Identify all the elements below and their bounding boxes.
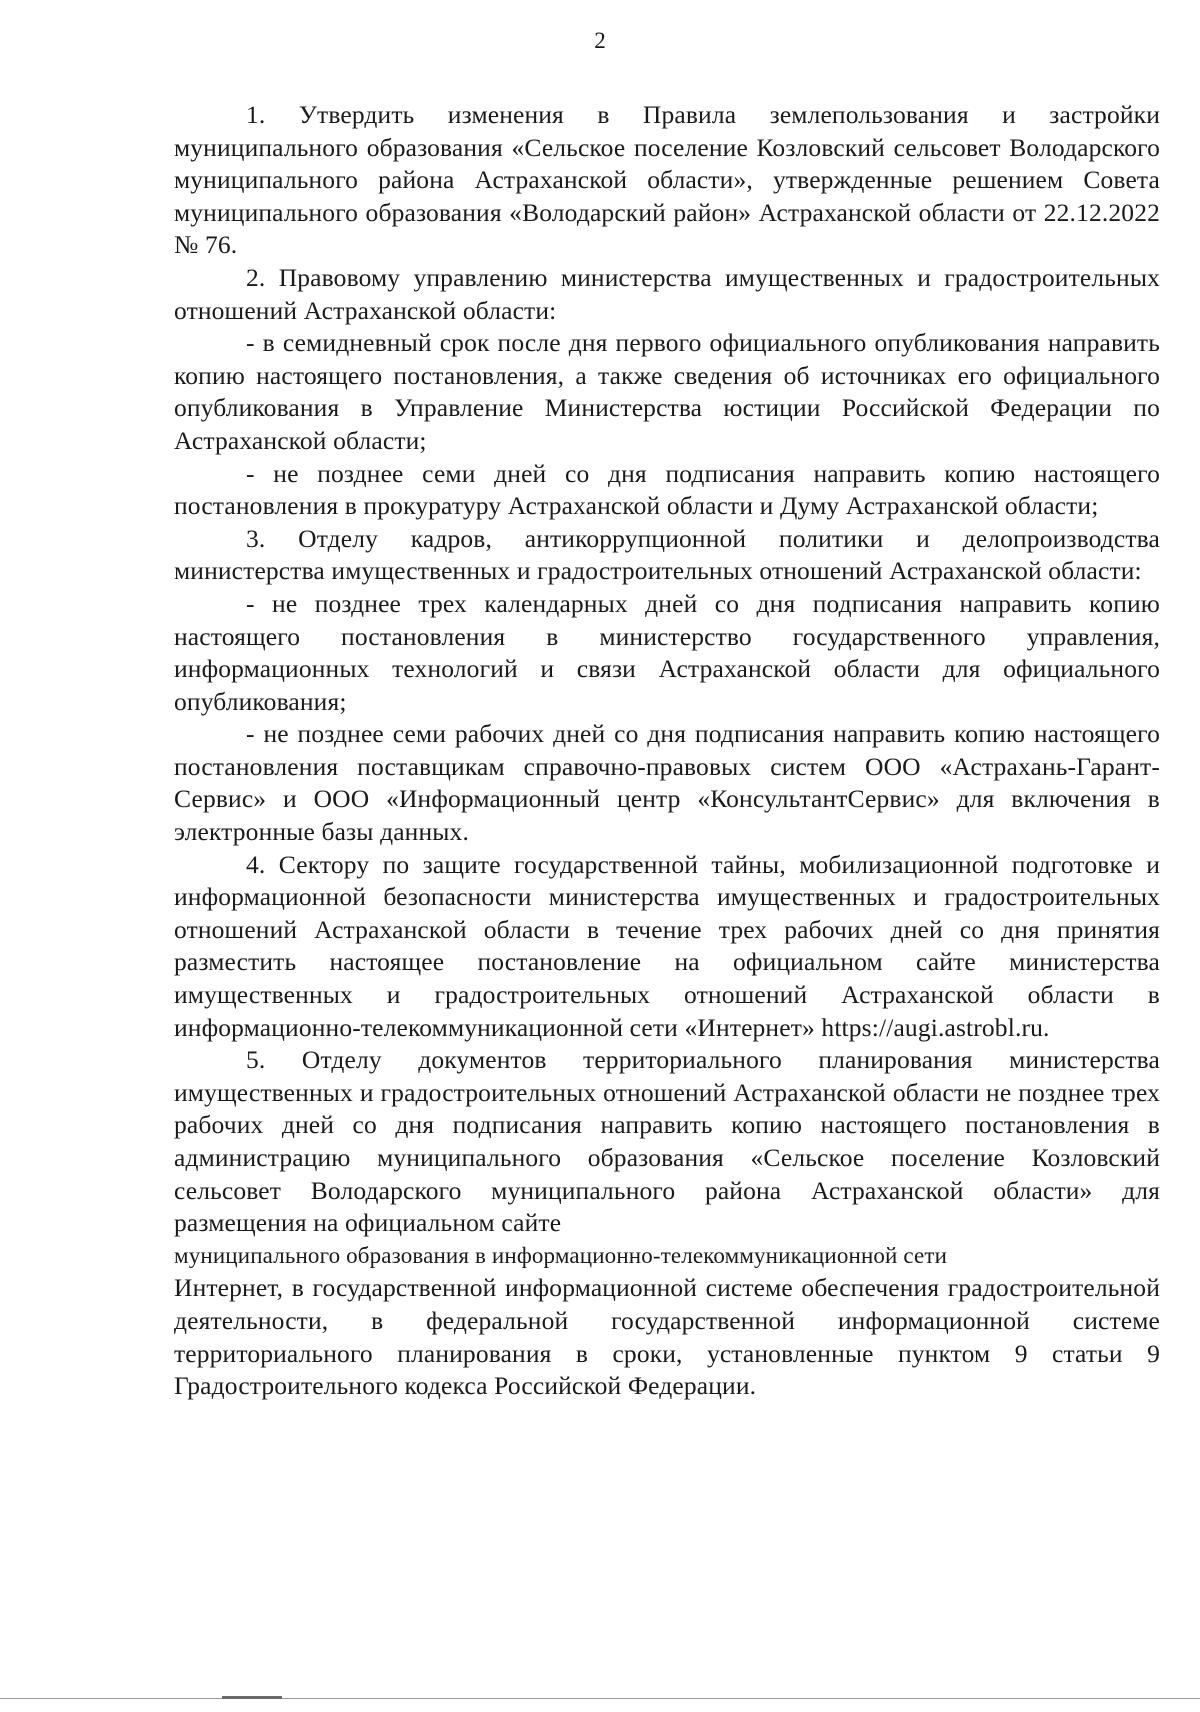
paragraph-1-approve-changes: 1. Утвердить изменения в Правила землепользования и застройки муниципального образования «Сельское поселение Козловский сельсовет Володарского муниципального района Астраханской области», утвержденные решением Совета муниципального образования «Володарский район» Астраханской области от 22.12.2022 № 76. bbox=[174, 100, 1160, 260]
paragraph-5-continuation: Интернет, в государственной информационной системе обеспечения градостроительной деятельности, в федеральной государственной информационной системе территориального планирования в сроки, установленные пунктом 9 статьи 9 Градостроительного кодекса Российской Федерации. bbox=[174, 1273, 1160, 1401]
paragraph-5-continuation-small: муниципального образования в информационно-телекоммуникационной сети bbox=[174, 1242, 948, 1268]
paragraph-2-item-prosecutor: - не позднее семи дней со дня подписания направить копию настоящего постановления в прокуратуру Астраханской области и Думу Астраханской области; bbox=[174, 458, 1160, 521]
paragraph-2-legal-department: 2. Правовому управлению министерства имущественных и градостроительных отношений Астраханской области: bbox=[174, 262, 1160, 325]
paragraph-5-planning-department: 5. Отделу документов территориального планирования министерства имущественных и градостроительных отношений Астраханской области не позднее трех рабочих дней со дня подписания направить копию настоящего постановления в администрацию муниципального образования «Сельское поселение Козловский сельсовет Володарского муниципального района Астраханской области» для размещения на официальном сайте bbox=[174, 1045, 1160, 1238]
document-body bbox=[174, 99, 1160, 1403]
scan-bottom-mark bbox=[222, 1696, 282, 1699]
scan-bottom-edge bbox=[0, 1698, 1200, 1699]
paragraph-3-item-publication: - не позднее трех календарных дней со дня подписания направить копию настоящего постановления в министерство государственного управления, информационных технологий и связи Астраханской области для официального опубликования; bbox=[174, 588, 1160, 716]
paragraph-3-personnel-department: 3. Отделу кадров, антикоррупционной политики и делопроизводства министерства имущественных и градостроительных отношений Астраханской области: bbox=[174, 523, 1160, 586]
paragraph-4-security-sector: 4. Сектору по защите государственной тайны, мобилизационной подготовке и информационной безопасности министерства имущественных и градостроительных отношений Астраханской области в течение трех рабочих дней со дня принятия разместить настоящее постановление на официальном сайте министерства имущественных и градостроительных отношений Астраханской области в информационно-телекоммуникационной сети «Интернет» https://augi.astrobl.ru. bbox=[174, 849, 1160, 1042]
paragraph-3-item-legal-systems: - не позднее семи рабочих дней со дня подписания направить копию настоящего постановления поставщикам справочно-правовых систем ООО «Астрахань-Гарант-Сервис» и ООО «Информационный центр «КонсультантСервис» для включения в электронные базы данных. bbox=[174, 719, 1160, 847]
paragraph-2-item-justice-ministry: - в семидневный срок после дня первого официального опубликования направить копию настоящего постановления, а также сведения об источниках его официального опубликования в Управление Министерства юстиции Российской Федерации по Астраханской области; bbox=[174, 328, 1160, 455]
page-number: 2 bbox=[594, 28, 606, 53]
